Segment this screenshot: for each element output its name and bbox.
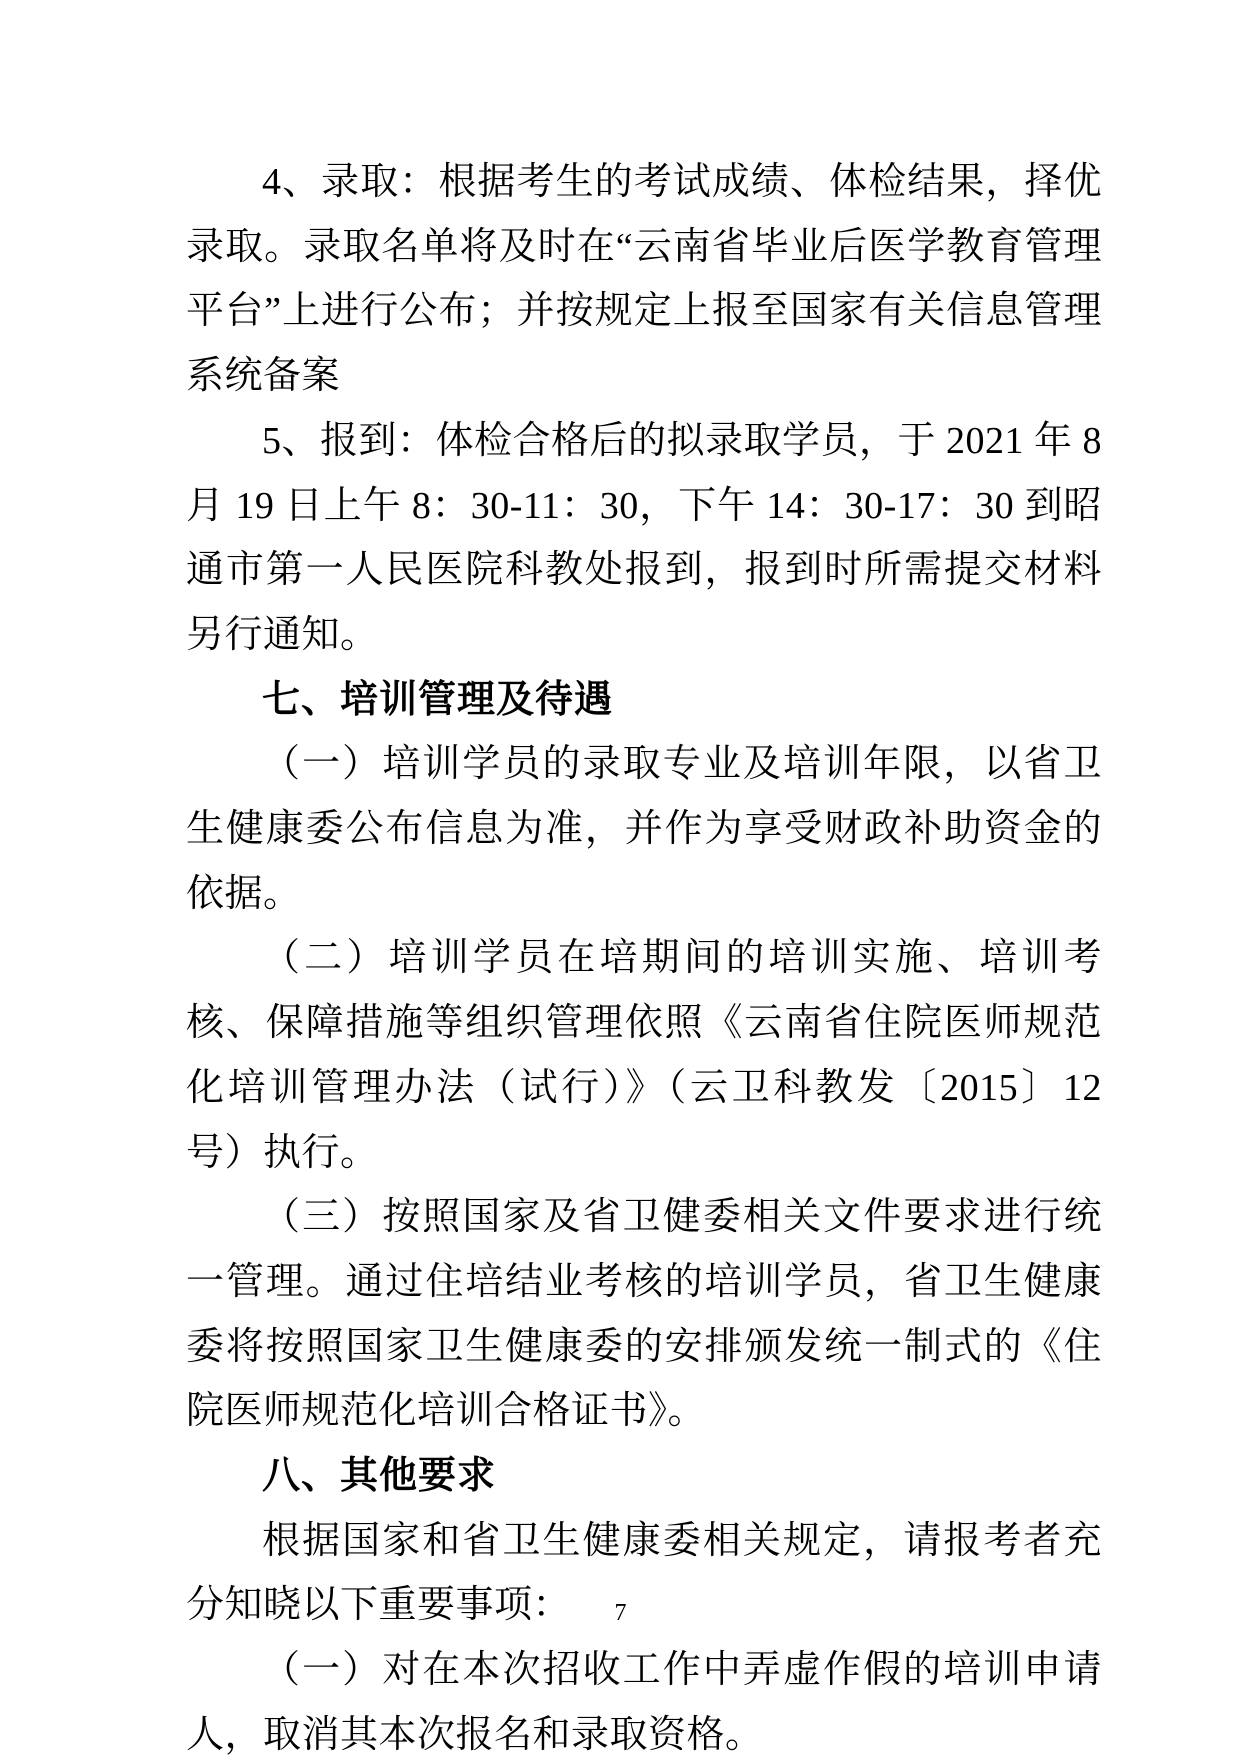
section-heading-seven: 七、培训管理及待遇: [262, 678, 614, 721]
section-heading-eight: 八、其他要求: [262, 1455, 497, 1498]
paragraph-eight-intro: 根据国家和省卫生健康委相关规定，请报考者充分知晓以下重要事项：: [186, 1519, 1102, 1627]
paragraph-seven-item-3: （三）按照国家及省卫健委相关文件要求进行统一管理。通过住培结业考核的培训学员，省卫生健康委将按照国家卫生健康委的安排颁发统一制式的《住院医师规范化培训合格证书》。: [186, 1196, 1102, 1433]
page-number: 7: [614, 1600, 627, 1626]
paragraph-eight-item-1: （一）对在本次招收工作中弄虚作假的培训申请人，取消其本次报名和录取资格。: [186, 1649, 1102, 1755]
paragraph-seven-item-1: （一）培训学员的录取专业及培训年限，以省卫生健康委公布信息为准，并作为享受财政补助资金的依据。: [186, 743, 1102, 915]
paragraph-seven-item-2: （二）培训学员在培期间的培训实施、培训考核、保障措施等组织管理依照《云南省住院医师规范化培训管理办法（试行）》（云卫科教发〔2015〕12 号）执行。: [186, 937, 1102, 1174]
paragraph-admission: 4、录取：根据考生的考试成绩、体检结果，择优录取。录取名单将及时在“云南省毕业后医学教育管理平台”上进行公布；并按规定上报至国家有关信息管理系统备案: [186, 161, 1102, 398]
paragraph-registration: 5、报到：体检合格后的拟录取学员，于 2021 年 8 月 19 日上午 8：30-11：30，下午 14：30-17：30 到昭通市第一人民医院科教处报到，报到时所需提交材料另行通知。: [186, 419, 1103, 656]
document-body: [186, 150, 1102, 1755]
